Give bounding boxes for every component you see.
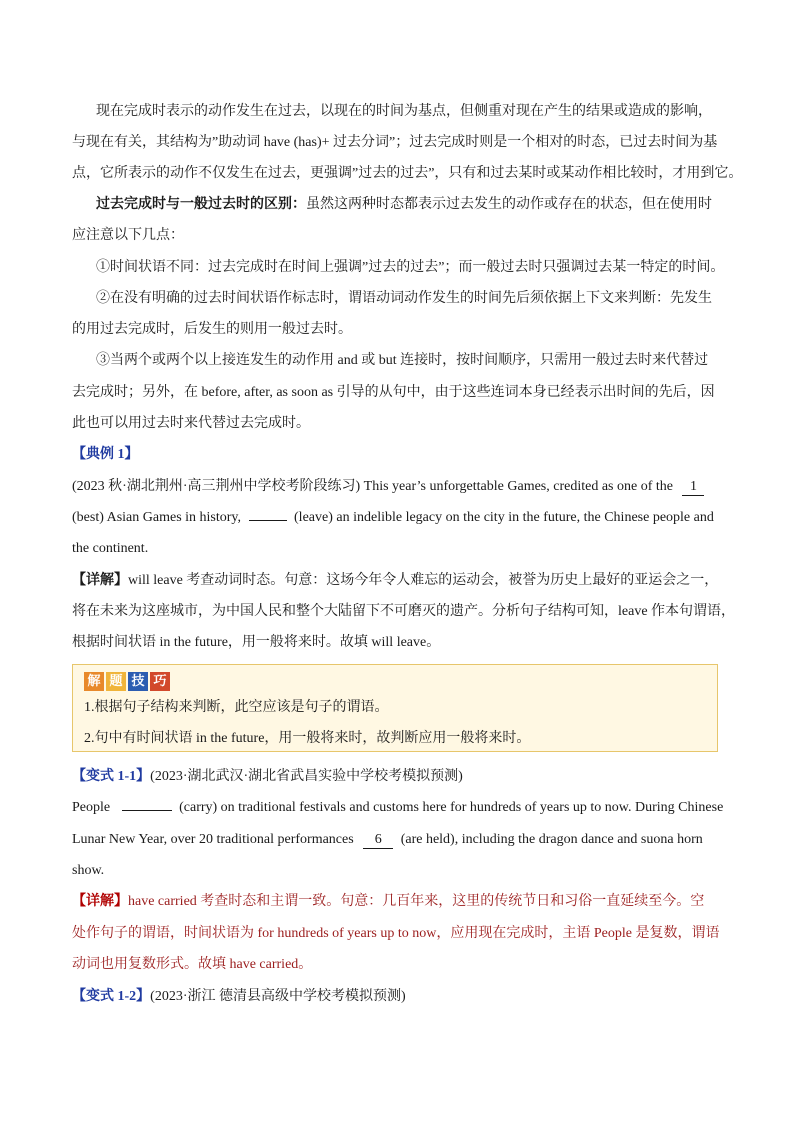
difference-line-2: 应注意以下几点： [72,228,184,243]
variant-1-1-question-text-2a: Lunar New Year, over 20 traditional performances [72,832,354,847]
variant-1-1-blank-2[interactable]: 6 [363,832,393,849]
tips-line-2: 2.句中有时间状语 in the future，用一般将来时，故判断应用一般将来时。 [84,731,531,746]
variant-1-1-heading [72,767,463,787]
example-1-detail-text-1: will leave 考查动词时态。句意：这场今年令人难忘的运动会，被誉为历史上最好的亚运会之一， [128,573,719,588]
variant-1-1-label: 【变式 1-1】 [72,769,151,784]
variant-1-2-source: (2023·浙江 德清县高级中学校考模拟预测) [150,989,406,1004]
variant-1-1-question-line-1 [72,798,723,818]
tips-tag-char-3: 技 [128,672,148,691]
variant-1-1-question-line-3: show. [72,863,105,878]
variant-1-1-question-text-1b: (carry) on traditional festivals and customs here for hundreds of years up to now. During Chinese [179,800,724,815]
difference-point-3-line-1: ③当两个或两个以上接连发生的动作用 and 或 but 连接时，按时间顺序，只需用一般过去时来代替过 [96,353,709,368]
variant-1-1-detail-line-2: 处作句子的谓语，时间状语为 for hundreds of years up to now，应用现在完成时，主语 People 是复数，谓语 [72,926,720,941]
variant-1-1-detail-text-1: have carried 考查时态和主谓一致。句意：几百年来，这里的传统节日和习俗一直延续至今。空 [128,894,705,909]
intro-line-3: 点，它所表示的动作不仅发生在过去，更强调”过去的过去”，只有和过去某时或某动作相比较时，才用到它。 [72,166,743,181]
example-1-detail-line-2: 将在未来为这座城市，为中国人民和整个大陆留下不可磨灭的遗产。分析句子结构可知，leave 作本句谓语， [72,604,736,619]
example-1-question-line-1 [72,477,704,497]
tips-tag-char-2: 题 [106,672,126,691]
variant-1-2-label: 【变式 1-2】 [72,989,151,1004]
variant-1-1-detail-label: 【详解】 [72,894,128,909]
tips-tag-char-4: 巧 [150,672,170,691]
difference-point-1: ①时间状语不同：过去完成时在时间上强调”过去的过去”；而一般过去时只强调过去某一特定的时间。 [96,260,725,275]
example-1-detail-label: 【详解】 [72,573,128,588]
difference-line-1 [96,195,712,215]
intro-line-1: 现在完成时表示的动作发生在过去，以现在的时间为基点，但侧重对现在产生的结果或造成的影响， [96,104,712,119]
example-1-question-line-2 [72,508,714,528]
difference-point-2-line-1: ②在没有明确的过去时间状语作标志时，谓语动词动作发生的时间先后须依据上下文来判断：先发生 [96,291,712,306]
variant-1-1-question-text-2b: (are held), including the dragon dance and suona horn [400,832,703,847]
example-1-question-line-3: the continent. [72,541,149,556]
tips-tag [84,672,170,691]
variant-1-1-detail-line-1 [72,892,704,912]
example-1-blank-2[interactable] [249,520,287,521]
difference-point-3-line-2: 去完成时；另外，在 before, after, as soon as 引导的从句中，由于这些连词本身已经表示出时间的先后，因 [72,385,715,400]
example-1-detail-line-3: 根据时间状语 in the future，用一般将来时。故填 will leave。 [72,635,441,650]
example-1-label: 【典例 1】 [72,447,139,462]
example-1-blank-1[interactable]: 1 [682,479,704,496]
example-1-question-text-2a: (best) Asian Games in history, [72,510,242,525]
example-1-detail-line-1 [72,571,718,591]
example-1-question-text-2b: (leave) an indelible legacy on the city in the future, the Chinese people and [294,510,714,525]
tips-line-1: 1.根据句子结构来判断，此空应该是句子的谓语。 [84,700,389,715]
tips-tag-char-1: 解 [84,672,104,691]
variant-1-1-question-text-1a: People [72,800,111,815]
variant-1-2-heading [72,987,406,1007]
intro-line-2: 与现在有关，其结构为”助动词 have (has)+ 过去分词”；过去完成时则是一个相对的时态，已过去时间为基 [72,135,718,150]
variant-1-1-detail-line-3: 动词也用复数形式。故填 have carried。 [72,957,313,972]
difference-point-3-line-3: 此也可以用过去时来代替过去完成时。 [72,416,310,431]
difference-line-1-rest: 虽然这两种时态都表示过去发生的动作或存在的状态，但在使用时 [306,197,712,212]
difference-heading: 过去完成时与一般过去时的区别： [96,197,306,212]
variant-1-1-blank-1[interactable] [122,810,172,811]
difference-point-2-line-2: 的用过去完成时，后发生的则用一般过去时。 [72,322,352,337]
variant-1-1-source: (2023·湖北武汉·湖北省武昌实验中学校考模拟预测) [150,769,463,784]
example-1-question-text-1: (2023 秋·湖北荆州·高三荆州中学校考阶段练习) This year’s unforgettable Games, credited as one of the [72,479,673,494]
variant-1-1-question-line-2 [72,830,703,850]
